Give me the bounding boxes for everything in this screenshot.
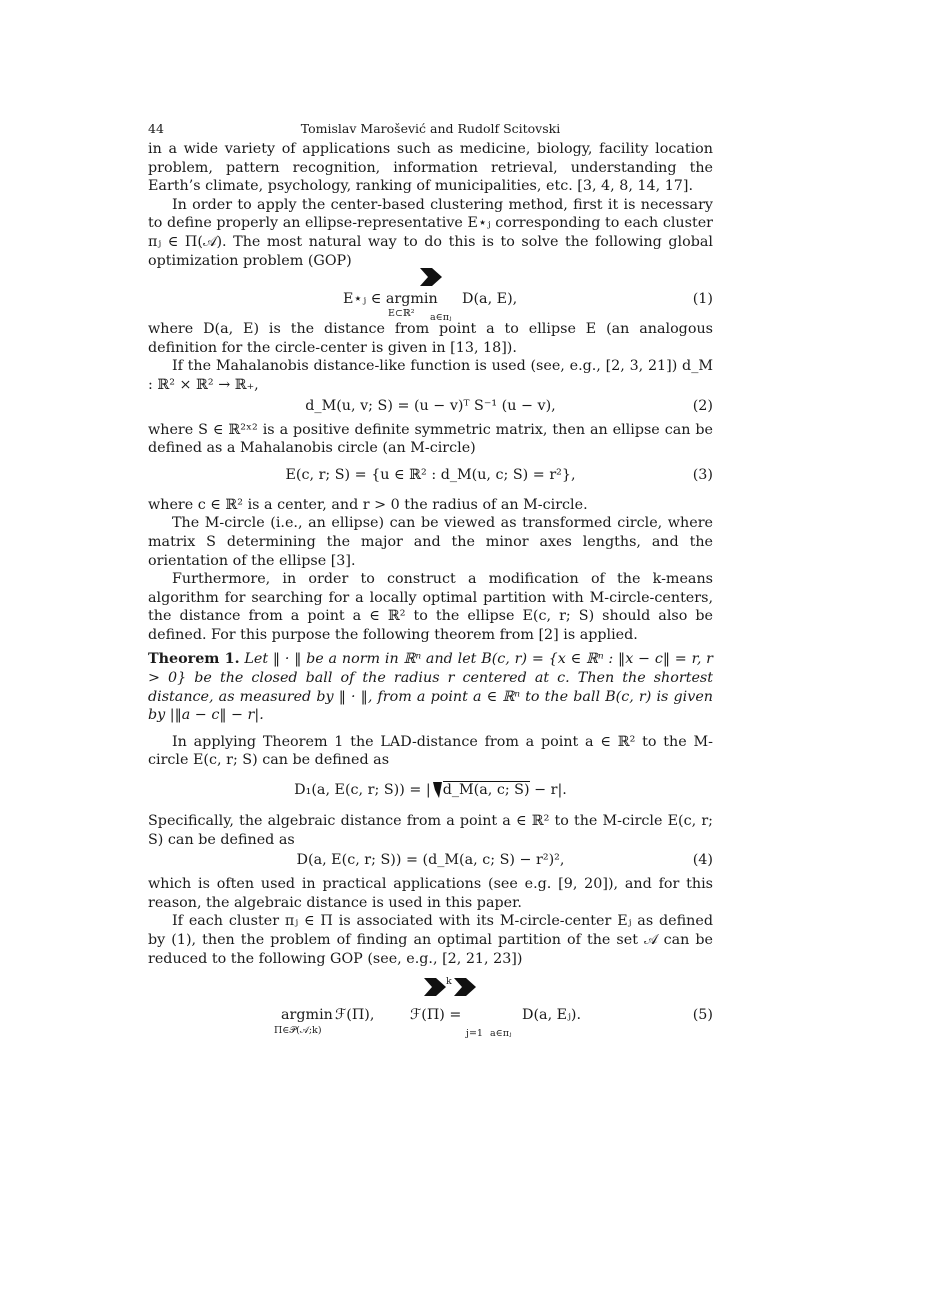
equation-4 — [148, 851, 713, 873]
eq5-argmin-subscript: Π∈𝒫(𝒜;k) — [274, 1025, 322, 1037]
paragraph: The M-circle (i.e., an ellipse) can be viewed as transformed circle, where matrix S determining the major and the minor axes lengths, and the orientation of the ellipse [3]. — [148, 515, 713, 569]
eq4-number: (4) — [692, 852, 713, 869]
eqlad-rhs: − r|. — [534, 782, 567, 799]
equation-lad — [148, 772, 713, 810]
eq5-number: (5) — [692, 1007, 713, 1024]
theorem-text: Let ‖ · ‖ be a norm in ℝⁿ and let B(c, r) = {x ∈ ℝⁿ : ‖x − c‖ = r, r > 0} be the closed ball of the radius r centered at c. Then the shortest distance, as measured by ‖ · ‖, from a point a ∈ ℝⁿ to the ball B(c, r) is given by |‖a − c‖ − r|. — [148, 651, 714, 724]
paragraph: where D(a, E) is the distance from point a to ellipse E (an analogous definition for the circle-center is given in [13, 18]). — [148, 321, 713, 356]
eq5-rhs: D(a, Eⱼ). — [522, 1007, 581, 1024]
paragraph: Specifically, the algebraic distance from a point a ∈ ℝ² to the M-circle E(c, r; S) can be defined as — [148, 813, 713, 848]
page — [148, 120, 713, 1042]
eq2-body: d_M(u, v; S) = (u − v)ᵀ S⁻¹ (u − v), — [305, 397, 556, 414]
page-number: 44 — [148, 121, 164, 136]
sum-symbol-icon — [418, 266, 444, 288]
eq5-lower-limit-j: j=1 — [466, 1028, 483, 1040]
eq4-body: D(a, E(c, r; S)) = (d_M(a, c; S) − r²)², — [296, 852, 565, 869]
eq5-argmin: argmin — [281, 1007, 333, 1024]
paragraph: In applying Theorem 1 the LAD-distance from a point a ∈ ℝ² to the M-circle E(c, r; S) can be defined as — [148, 733, 713, 769]
eq1-rhs: D(a, E), — [462, 291, 518, 308]
equation-5 — [148, 970, 713, 1040]
eq5-upper-limit: k — [446, 976, 452, 988]
paragraph: In order to apply the center-based clustering method, first it is necessary to define properly an ellipse-representative E⋆ⱼ corresponding to each cluster πⱼ ∈ Π(𝒜). The most natural way to do this is to solve the following global optimization problem (GOP) — [148, 196, 713, 269]
paragraph: which is often used in practical applications (see e.g. [9, 20]), and for this reason, the algebraic distance is used in this paper. — [148, 876, 713, 911]
running-authors: Tomislav Marošević and Rudolf Scitovski — [300, 121, 561, 136]
paragraph: Furthermore, in order to construct a modification of the k-means algorithm for searching for a locally optimal partition with M-circle-centers, the distance from a point a ∈ ℝ² to the ellipse E(c, r; S) should also be defined. For this purpose the following theorem from [2] is applied. — [148, 571, 713, 643]
eq1-lhs: E⋆ⱼ ∈ argmin — [343, 291, 438, 308]
theorem-label: Theorem 1. — [148, 651, 240, 668]
paragraph: If the Mahalanobis distance-like function is used (see, e.g., [2, 3, 21]) d_M : ℝ² × ℝ² → ℝ₊, — [148, 358, 713, 393]
paragraph: If each cluster πⱼ ∈ Π is associated with its M-circle-center Eⱼ as defined by (1), then the problem of finding an optimal partition of the set 𝒜 can be reduced to the following GOP (see, e.g., [2, 21, 23]) — [148, 913, 713, 967]
sqrt-symbol-icon — [431, 780, 443, 800]
eqlad-lhs: D₁(a, E(c, r; S)) = | — [294, 782, 431, 799]
equation-3 — [148, 460, 713, 494]
eq5-lower-limit-a: a∈πⱼ — [490, 1028, 512, 1040]
eq2-number: (2) — [692, 397, 713, 414]
equation-2 — [148, 397, 713, 419]
eq1-number: (1) — [692, 291, 713, 308]
eq1-subscript-e: E⊂ℝ² — [388, 308, 415, 320]
eq1-subscript-a: a∈πⱼ — [430, 312, 452, 324]
eq5-objective: ℱ(Π), — [335, 1007, 375, 1024]
paragraph: where c ∈ ℝ² is a center, and r > 0 the radius of an M-circle. — [148, 496, 588, 513]
running-header — [148, 120, 713, 140]
eq5-definition: ℱ(Π) = — [410, 1007, 462, 1024]
paragraph: where S ∈ ℝ²ˣ² is a positive definite symmetric matrix, then an ellipse can be defined as a Mahalanobis circle (an M-circle) — [148, 421, 713, 457]
eq3-body: E(c, r; S) = {u ∈ ℝ² : d_M(u, c; S) = r²}, — [285, 466, 576, 483]
paragraph: in a wide variety of applications such as medicine, biology, facility location problem, pattern recognition, information retrieval, understanding the Earth’s climate, psychology, ranking of municipalities, etc. [3, 4, 8, 14, 17]. — [148, 141, 713, 195]
eq3-number: (3) — [692, 466, 713, 483]
sum-symbol-icon — [452, 976, 480, 998]
eqlad-root: d_M(a, c; S) — [442, 782, 530, 799]
equation-1 — [148, 272, 713, 324]
theorem-1 — [148, 650, 713, 724]
